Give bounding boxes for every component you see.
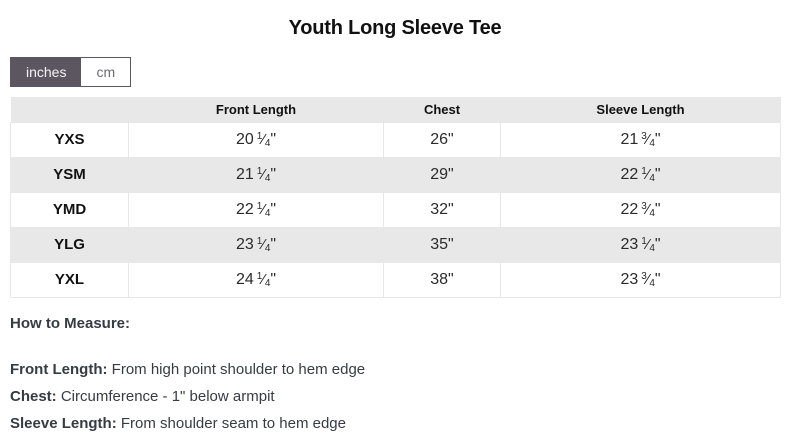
fraction-numerator: 1 <box>641 235 647 247</box>
front-length-value <box>129 262 384 297</box>
inch-mark: " <box>654 130 661 148</box>
measurement-whole: 21 <box>620 130 639 148</box>
size-chart-table <box>10 97 781 298</box>
measurement-whole: 29 <box>430 165 449 183</box>
inch-mark: " <box>448 270 454 288</box>
page-title: Youth Long Sleeve Tee <box>288 17 502 39</box>
size-label: YLG <box>11 227 129 262</box>
sleeve-length-instruction <box>10 410 790 435</box>
fraction-denominator: 4 <box>264 277 271 289</box>
table-row <box>11 227 781 262</box>
inch-mark: " <box>654 165 661 183</box>
instruction-label: Front Length: <box>10 360 108 378</box>
unit-toggle <box>10 57 131 87</box>
sleeve-length-value <box>501 227 781 262</box>
front-length-value <box>129 227 384 262</box>
fraction-denominator: 4 <box>649 172 655 184</box>
sleeve-length-value <box>501 262 781 297</box>
front-length-column-header: Front Length <box>129 97 384 122</box>
inch-mark: " <box>654 235 661 253</box>
fraction-slash: ⁄ <box>262 165 265 183</box>
how-to-measure-section <box>10 314 790 435</box>
chest-value <box>384 262 501 297</box>
sleeve-length-value <box>501 157 781 192</box>
fraction-slash: ⁄ <box>262 270 265 288</box>
fraction-denominator: 4 <box>649 242 655 254</box>
how-to-measure-heading: How to Measure: <box>10 314 131 332</box>
inch-mark: " <box>270 235 277 253</box>
inch-mark: " <box>448 165 454 183</box>
fraction-slash: ⁄ <box>646 270 650 288</box>
inch-mark: " <box>270 130 277 148</box>
chest-instruction <box>10 383 790 410</box>
fraction-denominator: 4 <box>264 172 271 184</box>
fraction-numerator: 1 <box>641 165 647 177</box>
fraction-numerator: 1 <box>256 200 263 212</box>
fraction-slash: ⁄ <box>262 130 265 148</box>
fraction-numerator: 3 <box>641 270 647 282</box>
fraction-slash: ⁄ <box>646 130 650 148</box>
measurement-whole: 35 <box>430 235 449 253</box>
instruction-text: From shoulder seam to hem edge <box>120 414 346 432</box>
measurement-whole: 26 <box>430 130 449 148</box>
inch-mark: " <box>270 270 277 288</box>
inch-mark: " <box>270 165 277 183</box>
fraction-numerator: 1 <box>256 165 263 177</box>
measurement-whole: 38 <box>430 270 449 288</box>
size-label: YSM <box>11 157 129 192</box>
inch-mark: " <box>448 235 454 253</box>
inch-mark: " <box>270 200 277 218</box>
measurement-whole: 32 <box>430 200 449 218</box>
fraction-denominator: 4 <box>649 277 655 289</box>
size-label: YMD <box>11 192 129 227</box>
fraction-slash: ⁄ <box>646 200 650 218</box>
sleeve-length-column-header: Sleeve Length <box>501 97 781 122</box>
fraction-denominator: 4 <box>649 207 655 219</box>
measurement-whole: 22 <box>620 165 639 183</box>
table-header-row <box>11 97 781 122</box>
measurement-whole: 22 <box>235 200 254 218</box>
inches-button[interactable]: inches <box>11 58 81 86</box>
instruction-text: From high point shoulder to hem edge <box>111 360 366 378</box>
chest-value <box>384 157 501 192</box>
chest-value <box>384 122 501 157</box>
fraction-numerator: 1 <box>256 130 263 142</box>
measurement-whole: 24 <box>235 270 254 288</box>
fraction-denominator: 4 <box>264 242 271 254</box>
table-row <box>11 262 781 297</box>
fraction-slash: ⁄ <box>646 235 650 253</box>
sleeve-length-value <box>501 122 781 157</box>
instruction-label: Chest: <box>10 387 57 405</box>
fraction-numerator: 3 <box>641 200 647 212</box>
measurement-whole: 23 <box>620 270 639 288</box>
instruction-text: Circumference - 1" below armpit <box>60 387 275 405</box>
front-length-value <box>129 122 384 157</box>
table-row <box>11 122 781 157</box>
measurement-whole: 23 <box>620 235 639 253</box>
size-column-header <box>11 97 129 122</box>
chest-value <box>384 192 501 227</box>
front-length-instruction <box>10 356 790 383</box>
instruction-label: Sleeve Length: <box>10 414 117 432</box>
size-chart-page <box>0 16 790 435</box>
size-label: YXL <box>11 262 129 297</box>
fraction-denominator: 4 <box>649 137 655 149</box>
fraction-slash: ⁄ <box>262 200 265 218</box>
fraction-numerator: 3 <box>641 130 647 142</box>
measurement-whole: 23 <box>235 235 254 253</box>
fraction-numerator: 1 <box>256 270 263 282</box>
inch-mark: " <box>654 270 661 288</box>
fraction-denominator: 4 <box>264 207 271 219</box>
inch-mark: " <box>448 200 454 218</box>
fraction-numerator: 1 <box>256 235 263 247</box>
table-row <box>11 192 781 227</box>
sleeve-length-value <box>501 192 781 227</box>
fraction-slash: ⁄ <box>646 165 650 183</box>
front-length-value <box>129 157 384 192</box>
size-label: YXS <box>11 122 129 157</box>
front-length-value <box>129 192 384 227</box>
chest-column-header: Chest <box>384 97 501 122</box>
inch-mark: " <box>654 200 661 218</box>
fraction-denominator: 4 <box>264 137 271 149</box>
fraction-slash: ⁄ <box>262 235 265 253</box>
inch-mark: " <box>448 130 454 148</box>
measurement-whole: 21 <box>235 165 254 183</box>
measurement-whole: 20 <box>235 130 254 148</box>
table-row <box>11 157 781 192</box>
chest-value <box>384 227 501 262</box>
cm-button[interactable]: cm <box>81 58 130 86</box>
measurement-whole: 22 <box>620 200 639 218</box>
